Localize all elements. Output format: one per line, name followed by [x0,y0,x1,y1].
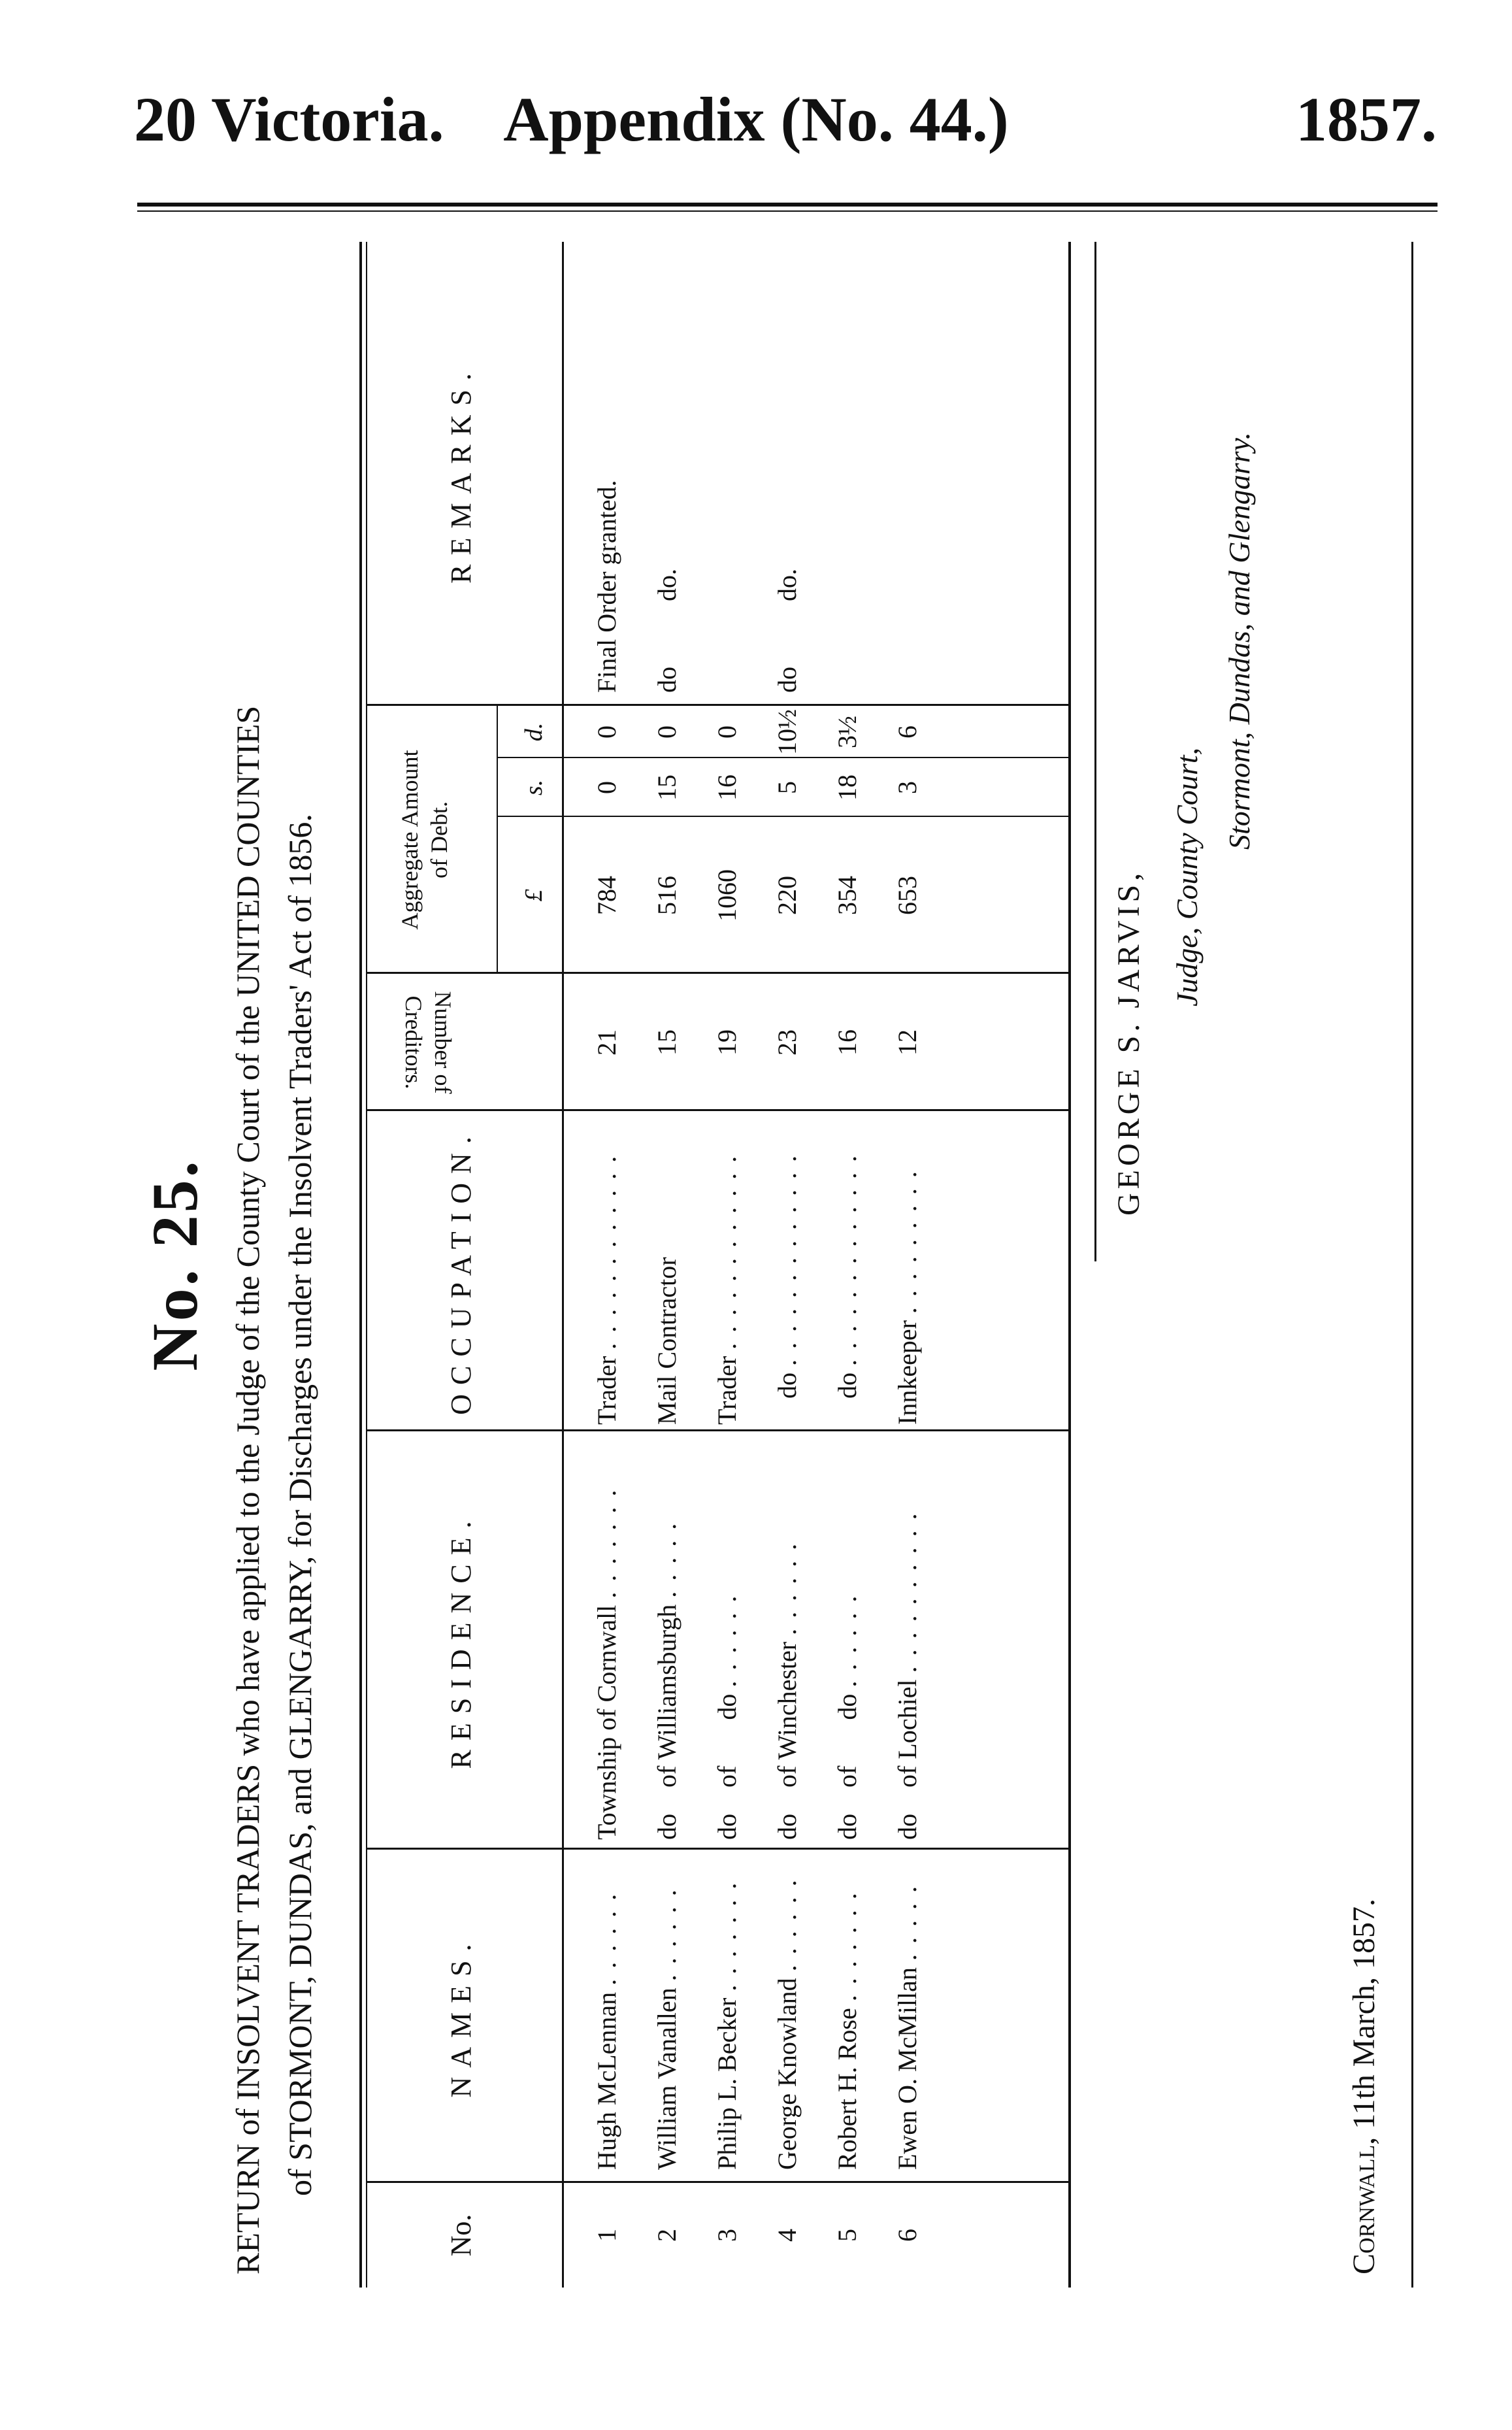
rotated-page-body [139,242,1438,2288]
header-appendix: Appendix (No. 44.) [503,84,1009,154]
creditors-count: 16 [832,1029,862,1056]
debt-pence: 0 [712,725,742,739]
debt-pounds: 220 [772,876,802,915]
column-header-debt: Aggregate Amount of Debt. [397,750,452,930]
trader-name: Robert H. Rose [832,2008,862,2170]
residence-prefix: Township [592,1737,621,1840]
table-row: 5 Robert H. Rose . . . . . . . do of do . . . . . . do . . . . . . . . . . . . . 16 354 18 3½ [819,242,879,2288]
trader-name: Philip L. Becker [712,1997,742,2170]
occupation: do [832,1373,862,1399]
table-row: 6 Ewen O. McMillan . . . . . do of Lochiel . . . . . . . . . . Innkeeper . . . . . . . . . 12 653 3 6 [879,242,939,2288]
debt-shillings: 0 [592,781,621,794]
debt-pounds: 354 [832,876,862,915]
residence: of do [712,1693,742,1788]
debt-pounds: 1060 [712,869,742,922]
row-number: 2 [652,2229,682,2242]
table-row: 2 William Vanallen . . . . . . do of Williamsburgh . . . . . Mail Contractor 15 516 15 0 do do. [638,242,698,2288]
signatory-jurisdiction: Stormont, Dundas, and Glengarry. [1223,432,1256,850]
row-number: 1 [592,2229,621,2242]
residence: of do [832,1693,862,1788]
creditors-count: 23 [772,1029,802,1056]
unit-shillings: s. [520,779,548,796]
debt-pence: 6 [893,725,922,739]
debt-shillings: 16 [712,774,742,801]
residence-prefix: do [893,1814,922,1840]
debt-shillings: 15 [652,774,682,801]
table-top-rule-thin [366,242,367,2288]
signatory-title: Judge, County Court, [1170,747,1204,1007]
row-number: 3 [712,2229,742,2242]
occupation: Trader [712,1356,742,1425]
signature-rule [1094,242,1096,1261]
document-heading-line-1: RETURN of INSOLVENT TRADERS who have applied to the Judge of the County Court of the UNITED COUNTIES [229,705,266,2274]
column-header-residence: RESIDENCE. [445,1512,477,1769]
date: 11th March, 1857. [1347,1898,1381,2129]
residence-prefix: do [832,1814,862,1840]
table-row: 3 Philip L. Becker . . . . . . . do of do . . . . . . Trader . . . . . . . . . . . . 19 1060 16 0 [698,242,759,2288]
residence: of Cornwall [592,1605,621,1731]
table-header-separator [562,242,564,2288]
column-header-names: NAMES. [445,1935,477,2098]
document-heading-line-2: of STORMONT, DUNDAS, and GLENGARRY, for Discharges under the Insolvent Traders' Act of 1856. [282,814,318,2196]
header-year: 1857. [1296,84,1437,154]
table-bottom-rule [1068,242,1071,2288]
unit-pence: d. [520,722,548,742]
place-and-date [1346,1899,1382,2274]
residence-prefix: do [712,1814,742,1840]
debt-subheader-rule [497,706,498,974]
remarks: do do. [772,569,802,693]
debt-pounds: 653 [893,876,922,915]
header-volume: 20 Victoria. [134,84,444,154]
debt-pence: 10½ [772,709,802,755]
column-header-occupation: OCCUPATION. [445,1127,477,1415]
residence: of Williamsburgh [652,1604,682,1788]
debt-pounds: 516 [652,876,682,915]
column-header-no: No. [445,2214,477,2257]
debt-pence: 3½ [832,716,862,748]
trader-name: George Knowland [772,1978,802,2170]
debt-pence: 0 [652,725,682,739]
residence-prefix: do [772,1814,802,1840]
trader-name: William Vanallen [652,1988,682,2170]
bottom-rule [1411,242,1413,2288]
table-top-rule [359,242,362,2288]
residence-prefix: do [652,1814,682,1840]
occupation: Innkeeper [893,1320,922,1425]
occupation: Mail Contractor [652,1257,682,1425]
residence: of Lochiel [893,1679,922,1788]
debt-pounds: 784 [592,876,621,915]
occupation: do [772,1373,802,1399]
debt-shillings: 18 [832,774,862,801]
document-number: No. 25. [139,1158,211,1371]
creditors-count: 19 [712,1029,742,1056]
residence: of Winchester [772,1641,802,1788]
trader-name: Ewen O. McMillan [893,1967,922,2170]
row-number: 6 [893,2229,922,2242]
table-row: 4 George Knowland . . . . . . do of Winchester . . . . . . do . . . . . . . . . . . . . 23 220 5 10½ do do. [759,242,819,2288]
row-number: 4 [772,2229,802,2242]
return-table [359,242,1091,2288]
occupation: Trader [592,1356,621,1425]
creditors-count: 15 [652,1029,682,1056]
signatory-name: GEORGE S. JARVIS, [1111,869,1146,1216]
debt-shillings: 3 [893,781,922,794]
row-number: 5 [832,2229,862,2242]
creditors-count: 21 [592,1029,621,1056]
remarks: do do. [652,569,682,693]
trader-name: Hugh McLennan [592,1991,621,2170]
header-rule [137,203,1438,207]
debt-shillings: 5 [772,781,802,794]
place: Cornwall, [1347,2137,1381,2274]
debt-pence: 0 [592,725,621,739]
column-header-remarks: REMARKS. [445,364,477,584]
remarks: Final Order granted. [592,480,621,693]
column-header-creditors: Number of Creditors. [401,991,456,1094]
header-rule-thin [137,210,1438,212]
table-row: 1 Hugh McLennan . . . . . . Township of Cornwall . . . . . . . Trader . . . . . . . . . . . . 21 784 0 0 Final Order granted. [578,242,638,2288]
unit-pounds: £ [520,889,548,902]
creditors-count: 12 [893,1029,922,1056]
